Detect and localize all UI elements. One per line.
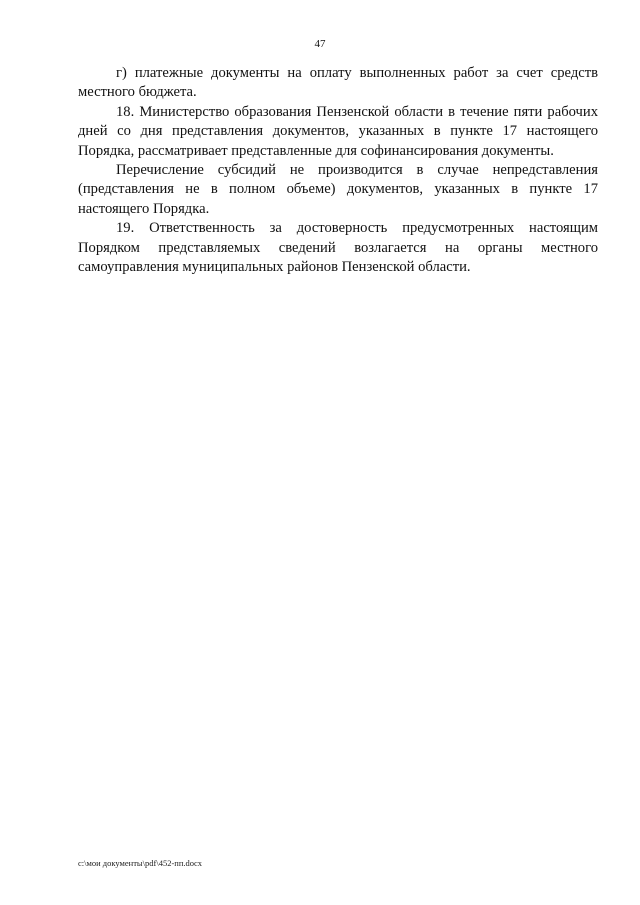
- footer-file-path: c:\мои документы\pdf\452-пп.docx: [78, 858, 203, 868]
- paragraph-item-19: 19. Ответственность за достоверность предусмотренных настоящим Порядком представляемых сведений возлагается на органы местного самоуправления муниципальных районов Пензенской области.: [78, 220, 598, 276]
- paragraph-item-18: 18. Министерство образования Пензенской области в течение пяти рабочих дней со дня представления документов, указанных в пункте 17 настоящего Порядка, рассматривает представленные для софинансирования документы.: [78, 103, 598, 159]
- document-body: [78, 64, 598, 277]
- paragraph-subsidy-transfer: Перечисление субсидий не производится в случае непредставления (представления не в полном объеме) документов, указанных в пункте 17 настоящего Порядка.: [78, 162, 598, 217]
- paragraph-payment-documents: г) платежные документы на оплату выполненных работ за счет средств местного бюджета.: [78, 65, 598, 101]
- page-number: 47: [314, 38, 326, 50]
